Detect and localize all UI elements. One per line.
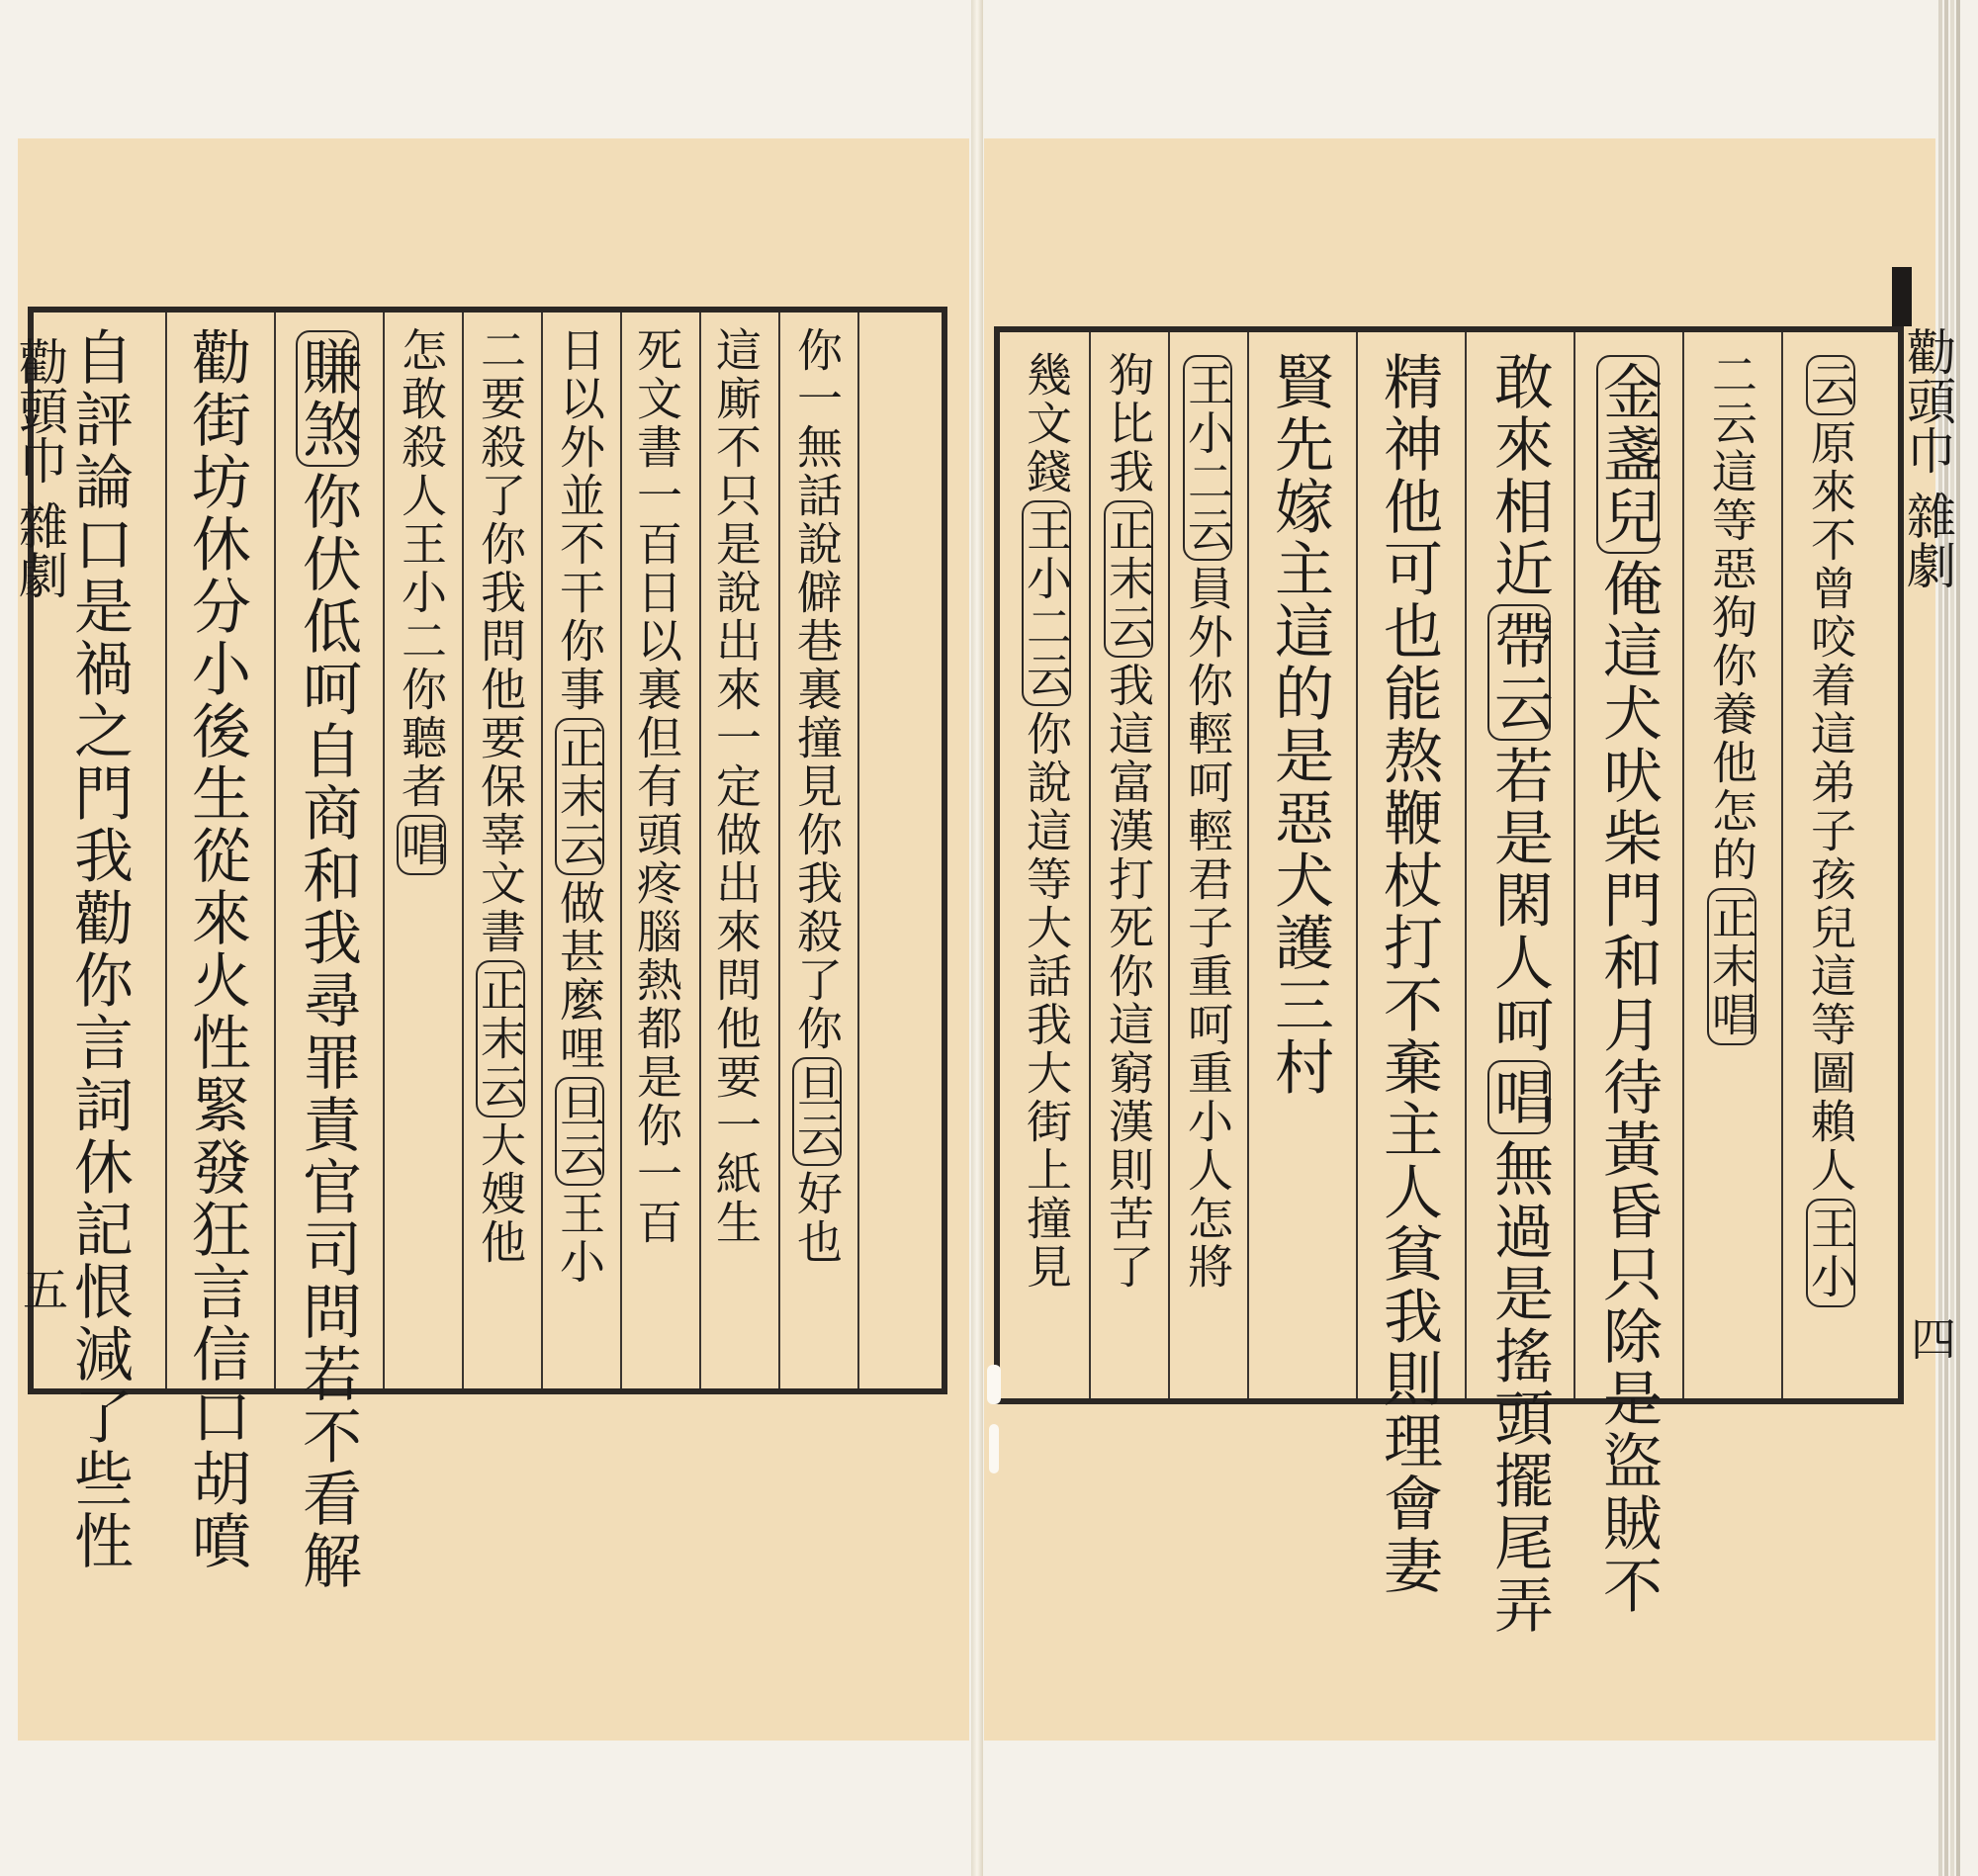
paper-hole xyxy=(987,1365,1001,1404)
text-run: 你伏低呵自商和我尋罪責官司問若不看解 xyxy=(293,471,362,1592)
text-run: 俺這犬吠柴門和月待黃昏只除是盜賊不 xyxy=(1593,558,1663,1617)
left-text-column xyxy=(293,326,362,1592)
stage-direction-mark: 王小二云 xyxy=(1183,355,1232,561)
text-run: 做甚麼哩 xyxy=(553,879,606,1073)
right-text-column xyxy=(1806,351,1855,1380)
stage-direction-mark: 王小二云 xyxy=(1022,500,1071,706)
right-text-column xyxy=(1484,351,1554,1637)
left-text-column xyxy=(397,326,446,1375)
text-run: 王小 xyxy=(553,1190,606,1287)
stage-direction-mark: 正末云 xyxy=(1104,500,1153,658)
left-margin-title: 勸頭巾 雜劇 xyxy=(11,336,68,599)
right-text-column xyxy=(1593,351,1663,1617)
text-run: 大嫂他 xyxy=(474,1121,527,1267)
text-run: 死文書一百日以裏但有頭疼腦熱都是你一百 xyxy=(630,326,683,1247)
stage-direction-mark: 賺煞 xyxy=(296,330,359,467)
book-gutter xyxy=(971,0,983,1876)
ink-blot xyxy=(1892,267,1912,326)
left-text-column xyxy=(709,326,763,1375)
text-run: 日以外並不干你事 xyxy=(553,326,606,714)
stage-direction-mark: 帶云 xyxy=(1487,604,1551,741)
left-text-column xyxy=(476,326,525,1375)
text-run: 你一無話說僻巷裏撞見你我殺了你 xyxy=(790,326,844,1053)
right-page-number: 四 xyxy=(1904,1315,1957,1361)
right-text-column xyxy=(1374,351,1443,1597)
left-page-number: 五 xyxy=(16,1266,69,1311)
right-text-column xyxy=(1265,351,1334,1380)
text-run: 原來不曾咬着這弟子孩兒這等圖賴人 xyxy=(1804,419,1857,1195)
left-text-column xyxy=(555,326,604,1375)
text-run: 二云這等惡狗你養他怎的 xyxy=(1705,351,1758,884)
text-run: 怎敢殺人王小二你聽者 xyxy=(395,326,448,811)
text-run: 二要殺了你我問他要保辜文書 xyxy=(474,326,527,956)
text-run: 好也 xyxy=(790,1170,844,1267)
right-page xyxy=(984,138,1957,1741)
left-text-column xyxy=(64,326,134,1572)
stage-direction-mark: 正末唱 xyxy=(1707,888,1756,1045)
stage-direction-mark: 正末云 xyxy=(555,718,604,875)
right-text-column xyxy=(1707,351,1756,1380)
left-text-column xyxy=(630,326,683,1375)
paper-hole xyxy=(989,1424,999,1474)
text-run: 幾文錢 xyxy=(1020,351,1073,496)
left-text-column xyxy=(792,326,842,1375)
right-text-column xyxy=(1104,351,1153,1380)
text-run: 你說這等大話我大街上撞見 xyxy=(1020,710,1073,1292)
text-run: 自評論口是禍之門我勸你言詞休記恨減了些性 xyxy=(64,326,134,1572)
text-run: 勸街坊休分小後生從來火性緊發狂言信口胡噴 xyxy=(182,326,251,1572)
right-text-column xyxy=(1022,351,1071,1380)
stage-direction-mark: 旦云 xyxy=(555,1077,604,1186)
stage-direction-mark: 王小 xyxy=(1806,1199,1855,1307)
text-run: 我這富漢打死你這窮漢則苦了 xyxy=(1102,662,1155,1292)
left-page xyxy=(11,138,969,1741)
text-run: 賢先嫁主這的是惡犬護三村 xyxy=(1265,351,1334,1099)
text-run: 狗比我 xyxy=(1102,351,1155,496)
right-text-column xyxy=(1183,351,1232,1380)
text-run: 這廝不只是說出來一定做出來問他要一紙生 xyxy=(709,326,763,1247)
text-run: 若是閑人呵 xyxy=(1484,745,1554,1056)
stage-direction-mark: 唱 xyxy=(1487,1060,1551,1134)
right-margin-title: 勸頭巾 雜劇 xyxy=(1899,326,1956,589)
text-run: 無過是搖頭擺尾弄 xyxy=(1484,1138,1554,1637)
stage-direction-mark: 金盞兒 xyxy=(1596,355,1660,554)
stage-direction-mark: 云 xyxy=(1806,355,1855,415)
stage-direction-mark: 唱 xyxy=(397,815,446,875)
stage-direction-mark: 旦云 xyxy=(792,1057,842,1166)
text-run: 敢來相近 xyxy=(1484,351,1554,600)
stage-direction-mark: 正末云 xyxy=(476,960,525,1117)
left-text-column xyxy=(182,326,251,1572)
text-run: 精神他可也能熬鞭杖打不棄主人貧我則理會妻 xyxy=(1374,351,1443,1597)
text-run: 員外你輕呵輕君子重呵重小人怎將 xyxy=(1181,565,1234,1292)
